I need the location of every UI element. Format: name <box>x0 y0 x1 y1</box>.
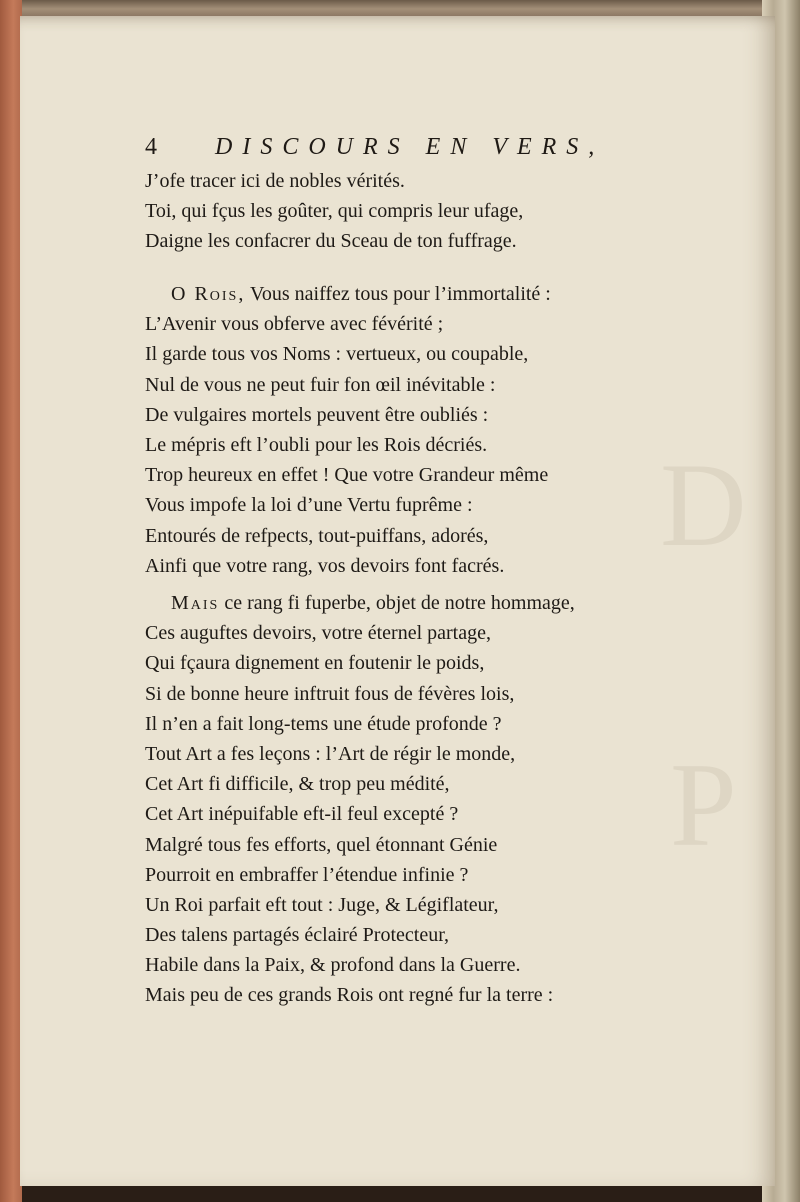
opening-small-caps: Mais <box>171 592 220 614</box>
show-through-mark: D <box>660 438 747 571</box>
verse-line: Un Roi parfait eft tout : Juge, & Légiflateur, <box>145 893 499 916</box>
verse-line: Daigne les confacrer du Sceau de ton fuffrage. <box>145 230 517 253</box>
running-title: DISCOURS EN VERS, <box>215 133 605 160</box>
verse-line: Le mépris eft l’oubli pour les Rois décriés. <box>145 433 488 456</box>
verse-line: Pourroit en embraffer l’étendue infinie ? <box>145 863 469 886</box>
opening-line-text: Vous naiffez tous pour l’immortalité : <box>245 283 551 305</box>
stanza-2 <box>145 279 665 581</box>
verse-line: Qui fçaura dignement en foutenir le poids, <box>145 652 485 675</box>
book-left-edge <box>0 0 22 1202</box>
verse-line: Cet Art inépuifable eft-il feul excepté ? <box>145 803 459 826</box>
verse-line-opening <box>145 279 665 309</box>
verse-line: Il garde tous vos Noms : vertueux, ou coupable, <box>145 343 529 366</box>
page-number: 4 <box>145 133 157 160</box>
verse-line: Habile dans la Paix, & profond dans la Guerre. <box>145 954 521 977</box>
verse-line-opening <box>145 588 665 618</box>
verse-line: Mais peu de ces grands Rois ont regné fur la terre : <box>145 984 554 1007</box>
stanza-3 <box>145 588 665 1011</box>
verse-line: Entourés de refpects, tout-puiffans, adorés, <box>145 524 489 547</box>
page-header <box>145 130 660 164</box>
verse-line: Trop heureux en effet ! Que votre Grandeur même <box>145 464 549 487</box>
verse-line: Ces auguftes devoirs, votre éternel partage, <box>145 622 491 645</box>
verse-line: Malgré tous fes efforts, quel étonnant Génie <box>145 833 498 856</box>
verse-line: Nul de vous ne peut fuir fon œil inévitable : <box>145 373 496 396</box>
verse-line: Il n’en a fait long-tems une étude profonde ? <box>145 712 502 735</box>
verse-line: J’ofe tracer ici de nobles vérités. <box>145 170 405 192</box>
verse-line: Toi, qui fçus les goûter, qui compris leur ufage, <box>145 200 524 223</box>
stanza-1 <box>145 166 665 257</box>
verse-line: Cet Art fi difficile, & trop peu médité, <box>145 773 450 796</box>
verse-line: L’Avenir vous obferve avec févérité ; <box>145 313 444 336</box>
verse-line: Vous impofe la loi d’une Vertu fuprême : <box>145 494 473 517</box>
verse-line: Des talens partagés éclairé Protecteur, <box>145 924 450 947</box>
verse-line: De vulgaires mortels peuvent être oubliés : <box>145 403 489 426</box>
verse-line: Si de bonne heure inftruit fous de févères lois, <box>145 682 515 705</box>
opening-small-caps: O Rois, <box>171 283 246 305</box>
verse-line: Tout Art a fes leçons : l’Art de régir le monde, <box>145 742 516 765</box>
verse-line: Ainfi que votre rang, vos devoirs font facrés. <box>145 554 505 577</box>
show-through-mark: P <box>670 738 737 871</box>
opening-line-text: ce rang fi fuperbe, objet de notre hommage, <box>219 592 575 614</box>
